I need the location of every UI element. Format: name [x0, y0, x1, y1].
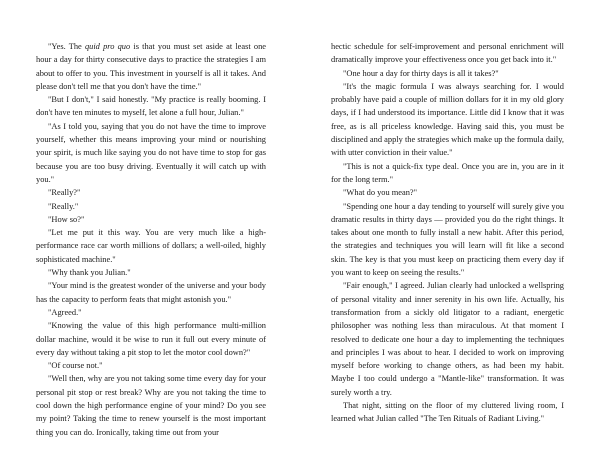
paragraph: "Why thank you Julian.": [48, 268, 131, 278]
paragraph: "Really?": [48, 188, 81, 198]
paragraph: "Agreed.": [48, 307, 82, 317]
italic-phrase: quid pro quo: [84, 42, 131, 51]
paragraph: "Well then, why are you not taking some time every day for your personal pit stop or rest break? Why are you not taking the time to cool down the high performance engine of your mind? Do you see my point? Taking the time to renew yourself is the most important thing you can do. Ironically, taking time out from your: [36, 374, 266, 437]
paragraph: That night, sitting on the floor of my cluttered living room, I learned what Julian called "The Ten Rituals of Radiant Living.": [331, 401, 564, 424]
paragraph: "Really.": [48, 201, 79, 211]
paragraph: "How so?": [48, 214, 85, 224]
paragraph-continuation: hectic schedule for self-improvement and personal enrichment will dramatically improve your effectiveness once you get back into it.": [331, 42, 564, 65]
paragraph: "One hour a day for thirty days is all it takes?": [343, 68, 499, 78]
paragraph: "It's the magic formula I was always searching for. I would probably have paid a couple of million dollars for it in my old glory days, if I had understood its importance. Little did I know that it was free, as is all priceless knowledge. Having said this, you must be disciplined and apply the strategies which make up the formula daily, with utter conviction in their value.": [331, 81, 564, 158]
paragraph: "Spending one hour a day tending to yourself will surely give you dramatic results in thirty days — provided you do the right things. It takes about one month to fully install a new habit. After this period, the strategies and techniques you will learn will fit like a second skin. The key is that you must keep on practicing them every day if you want to keep on seeing the results.": [331, 201, 564, 278]
paragraph: "Let me put it this way. You are very much like a high-performance race car worth millions of dollars; a well-oiled, highly sophisticated machine.": [36, 228, 266, 264]
paragraph: "Of course not.": [48, 361, 103, 371]
paragraph: "But I don't," I said honestly. "My practice is really booming. I don't have ten minutes to myself, let alone a full hour, Julian.": [36, 95, 266, 118]
paragraph: "Yes. The quid pro quo is that you must set aside at least one hour a day for thirty consecutive days to practice the strategies I am about to offer to you. This investment in yourself is all it takes. And please don't tell me that you don't have the time.": [36, 42, 266, 91]
right-page: [300, 0, 600, 472]
paragraph: "Your mind is the greatest wonder of the universe and your body has the capacity to perform feats that might astonish you.": [36, 281, 266, 304]
paragraph: "This is not a quick-fix type deal. Once you are in, you are in it for the long term.": [331, 161, 564, 184]
paragraph: "Fair enough," I agreed. Julian clearly had unlocked a wellspring of personal vitality and inner serenity in his own life. Actually, his transformation from a sickly old litigator to a radiant, energetic philosopher was nothing less than miraculous. At that moment I resolved to dedicate one hour a day to implementing the techniques and principles I was about to hear. I decided to work on improving myself before working to change others, as had been my habit. Maybe I too could undergo a "Mantle-like" transformation. It was surely worth a try.: [331, 281, 564, 397]
paragraph: "As I told you, saying that you do not have the time to improve yourself, whether this means improving your mind or nourishing your spirit, is much like saying you do not have time to stop for gas because you are too busy driving. Eventually it will catch up with you.": [36, 121, 266, 184]
paragraph: "What do you mean?": [343, 188, 418, 198]
paragraph: "Knowing the value of this high performance multi-million dollar machine, would it be wise to run it full out every minute of every day without taking a pit stop to let the motor cool down?": [36, 321, 266, 357]
